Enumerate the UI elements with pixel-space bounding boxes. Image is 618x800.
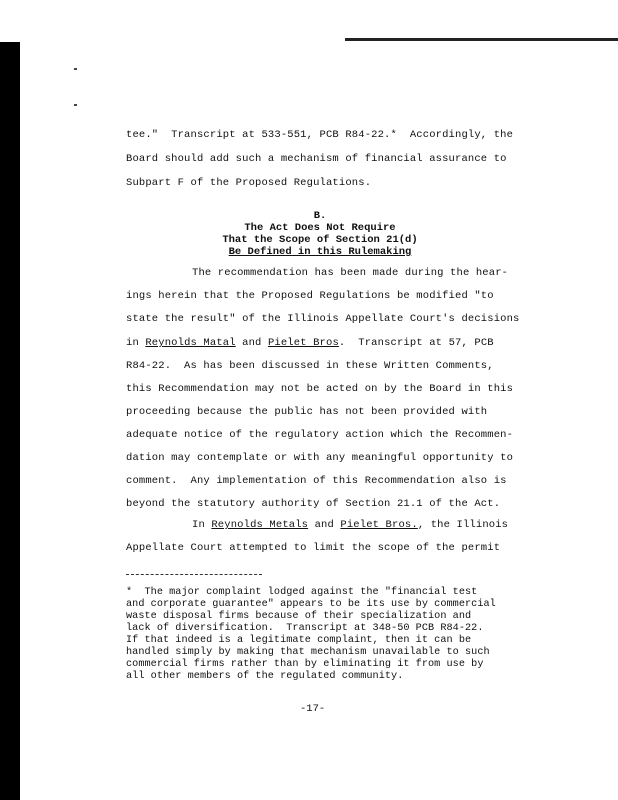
section-heading-underlined: Be Defined in this Rulemaking	[228, 246, 412, 258]
body-line: state the result" of the Illinois Appellate Court's decisions	[126, 313, 520, 325]
case-name: Reynolds Matal	[145, 337, 236, 349]
body-line: The recommendation has been made during the hear-	[192, 267, 509, 279]
text-span: In	[192, 519, 212, 531]
case-name: Pielet Bros	[267, 337, 339, 349]
scan-speck	[74, 104, 77, 106]
section-heading-line	[180, 246, 460, 258]
body-line: R84-22. As has been discussed in these Written Comments,	[126, 360, 494, 372]
page-number: -17-	[300, 703, 326, 715]
scan-edge-bar	[0, 42, 20, 800]
footnote-line: commercial firms rather than by eliminating it from use by	[126, 659, 484, 670]
section-heading-line: That the Scope of Section 21(d)	[222, 234, 418, 246]
scan-speck	[74, 68, 77, 70]
body-line: this Recommendation may not be acted on by the Board in this	[126, 383, 514, 395]
body-line: ings herein that the Proposed Regulations be modified "to	[126, 290, 494, 302]
footnote-line: waste disposal firms because of their specialization and	[126, 611, 472, 622]
footnote-line: all other members of the regulated community.	[126, 671, 404, 682]
body-line: proceeding because the public has not been provided with	[126, 406, 488, 418]
footnote-line: and corporate guarantee" appears to be its use by commercial	[126, 599, 496, 610]
text-span: . Transcript at 57, PCB	[338, 337, 494, 349]
footnote-line: If that indeed is a legitimate complaint, then it can be	[126, 635, 472, 646]
body-line: tee." Transcript at 533-551, PCB R84-22.* Accordingly, the	[126, 129, 514, 141]
footnote-line: * The major complaint lodged against the "financial test	[126, 587, 478, 598]
body-line	[192, 519, 508, 531]
footnote-line: handled simply by making that mechanism unavailable to such	[126, 647, 490, 658]
scan-top-rule	[345, 38, 618, 41]
section-letter: B.	[313, 210, 327, 222]
body-line: beyond the statutory authority of Section 21.1 of the Act.	[126, 498, 501, 510]
body-line: comment. Any implementation of this Recommendation also is	[126, 475, 507, 487]
section-heading-line: The Act Does Not Require	[244, 222, 396, 234]
text-span: and	[235, 337, 268, 349]
case-name: Reynolds Metals	[211, 519, 309, 531]
body-line: Appellate Court attempted to limit the scope of the permit	[126, 542, 501, 554]
case-name: Pielet Bros.	[340, 519, 418, 531]
footnote-line: lack of diversification. Transcript at 348-50 PCB R84-22.	[126, 623, 484, 634]
text-span: in	[126, 337, 146, 349]
body-line: Subpart F of the Proposed Regulations.	[126, 177, 372, 189]
body-line	[126, 337, 494, 349]
footnote-separator	[126, 574, 262, 575]
body-line: adequate notice of the regulatory action which the Recommen-	[126, 429, 514, 441]
text-span: , the Illinois	[417, 519, 509, 531]
text-span: and	[308, 519, 341, 531]
body-line: Board should add such a mechanism of financial assurance to	[126, 153, 507, 165]
body-line: dation may contemplate or with any meaningful opportunity to	[126, 452, 514, 464]
